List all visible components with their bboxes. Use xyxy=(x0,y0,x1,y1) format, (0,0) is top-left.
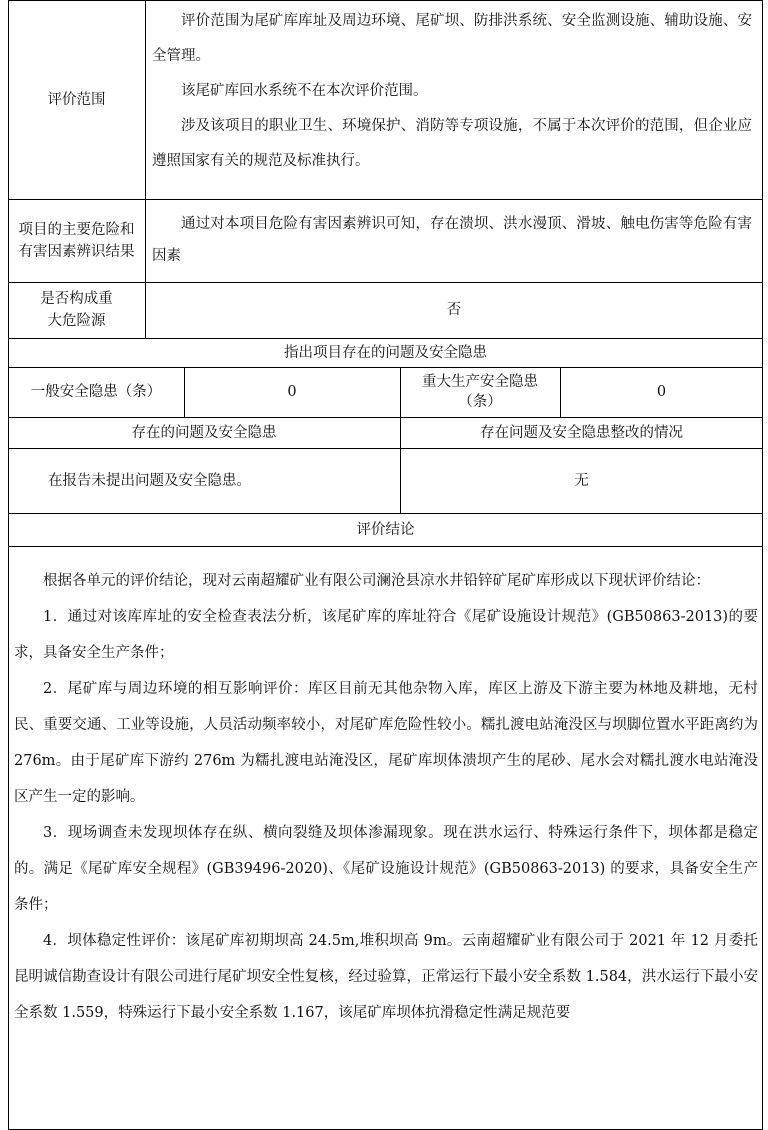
conclusion-paragraph: 根据各单元的评价结论，现对云南超耀矿业有限公司澜沧县凉水井铅锌矿尾矿库形成以下现状评价结论： xyxy=(43,573,710,589)
scope-paragraph: 涉及该项目的职业卫生、环境保护、消防等专项设施，不属于本次评价的范围，但企业应遵照国家有关的规范及标准执行。 xyxy=(152,118,752,169)
scope-content xyxy=(152,4,752,179)
scope-label: 评价范围 xyxy=(47,91,106,108)
major-hazard-count-value: 0 xyxy=(656,384,667,400)
general-hazard-value: 0 xyxy=(287,384,297,400)
issues-col-left-header: 存在的问题及安全隐患 xyxy=(131,424,277,441)
general-hazard-label: 一般安全隐患（条） xyxy=(30,384,162,400)
conclusion-paragraph: 1．通过对该库库址的安全检查表法分析，该尾矿库的库址符合《尾矿设施设计规范》(GB50863-2013)的要求，具备安全生产条件； xyxy=(14,609,758,661)
major-hazard-label: 是否构成重大危险源 xyxy=(40,291,113,329)
conclusion-header: 评价结论 xyxy=(356,521,415,538)
row-divider xyxy=(8,546,763,547)
report-table xyxy=(8,0,763,1119)
scope-paragraph: 评价范围为尾矿库库址及周边环境、尾矿坝、防排洪系统、安全监测设施、辅助设施、安全管理。 xyxy=(152,13,752,64)
conclusion-paragraph: 2．尾矿库与周边环境的相互影响评价：库区目前无其他杂物入库，库区上游及下游主要为林地及耕地，无村民、重要交通、工业等设施，人员活动频率较小，对尾矿库危险性较小。糯扎渡电站淹没区与坝脚位置水平距离约为 276m。由于尾矿库下游约 276m 为糯扎渡电站淹没区，尾矿库坝体溃坝产生的尾砂、尾水会对糯扎渡水电站淹没区产生一定的影响。 xyxy=(14,681,758,805)
conclusion-paragraph: 3．现场调查未发现坝体存在纵、横向裂缝及坝体渗漏现象。现在洪水运行、特殊运行条件下，坝体都是稳定的。满足《尾矿库安全规程》(GB39496-2020)、《尾矿设施设计规范》(GB50863-2013) 的要求，具备安全生产条件； xyxy=(14,825,758,913)
issues-header: 指出项目存在的问题及安全隐患 xyxy=(284,344,487,361)
major-hazard-count-label: 重大生产安全隐患（条） xyxy=(422,374,538,410)
major-hazard-value: 否 xyxy=(446,302,462,318)
hazards-label: 项目的主要危险和有害因素辨识结果 xyxy=(18,221,135,260)
issues-left-text: 在报告未提出问题及安全隐患。 xyxy=(48,472,251,489)
conclusion-content xyxy=(14,563,758,1031)
issues-right-text: 无 xyxy=(574,472,589,489)
scope-paragraph: 该尾矿库回水系统不在本次评价范围。 xyxy=(181,83,428,99)
conclusion-paragraph: 4．坝体稳定性评价：该尾矿库初期坝高 24.5m,堆积坝高 9m。云南超耀矿业有限公司于 2021 年 12 月委托昆明诚信勘查设计有限公司进行尾矿坝安全性复核，经过验算，正常运行下最小安全系数 1.584，洪水运行下最小安全系数 1.559，特殊运行下最小安全系数 1.167，该尾矿库坝体抗滑稳定性满足规范要 xyxy=(14,933,758,1021)
issues-col-right-header: 存在问题及安全隐患整改的情况 xyxy=(480,424,683,441)
hazards-text: 通过对本项目危险有害因素辨识可知，存在溃坝、洪水漫顶、滑坡、触电伤害等危险有害因素 xyxy=(152,216,752,264)
